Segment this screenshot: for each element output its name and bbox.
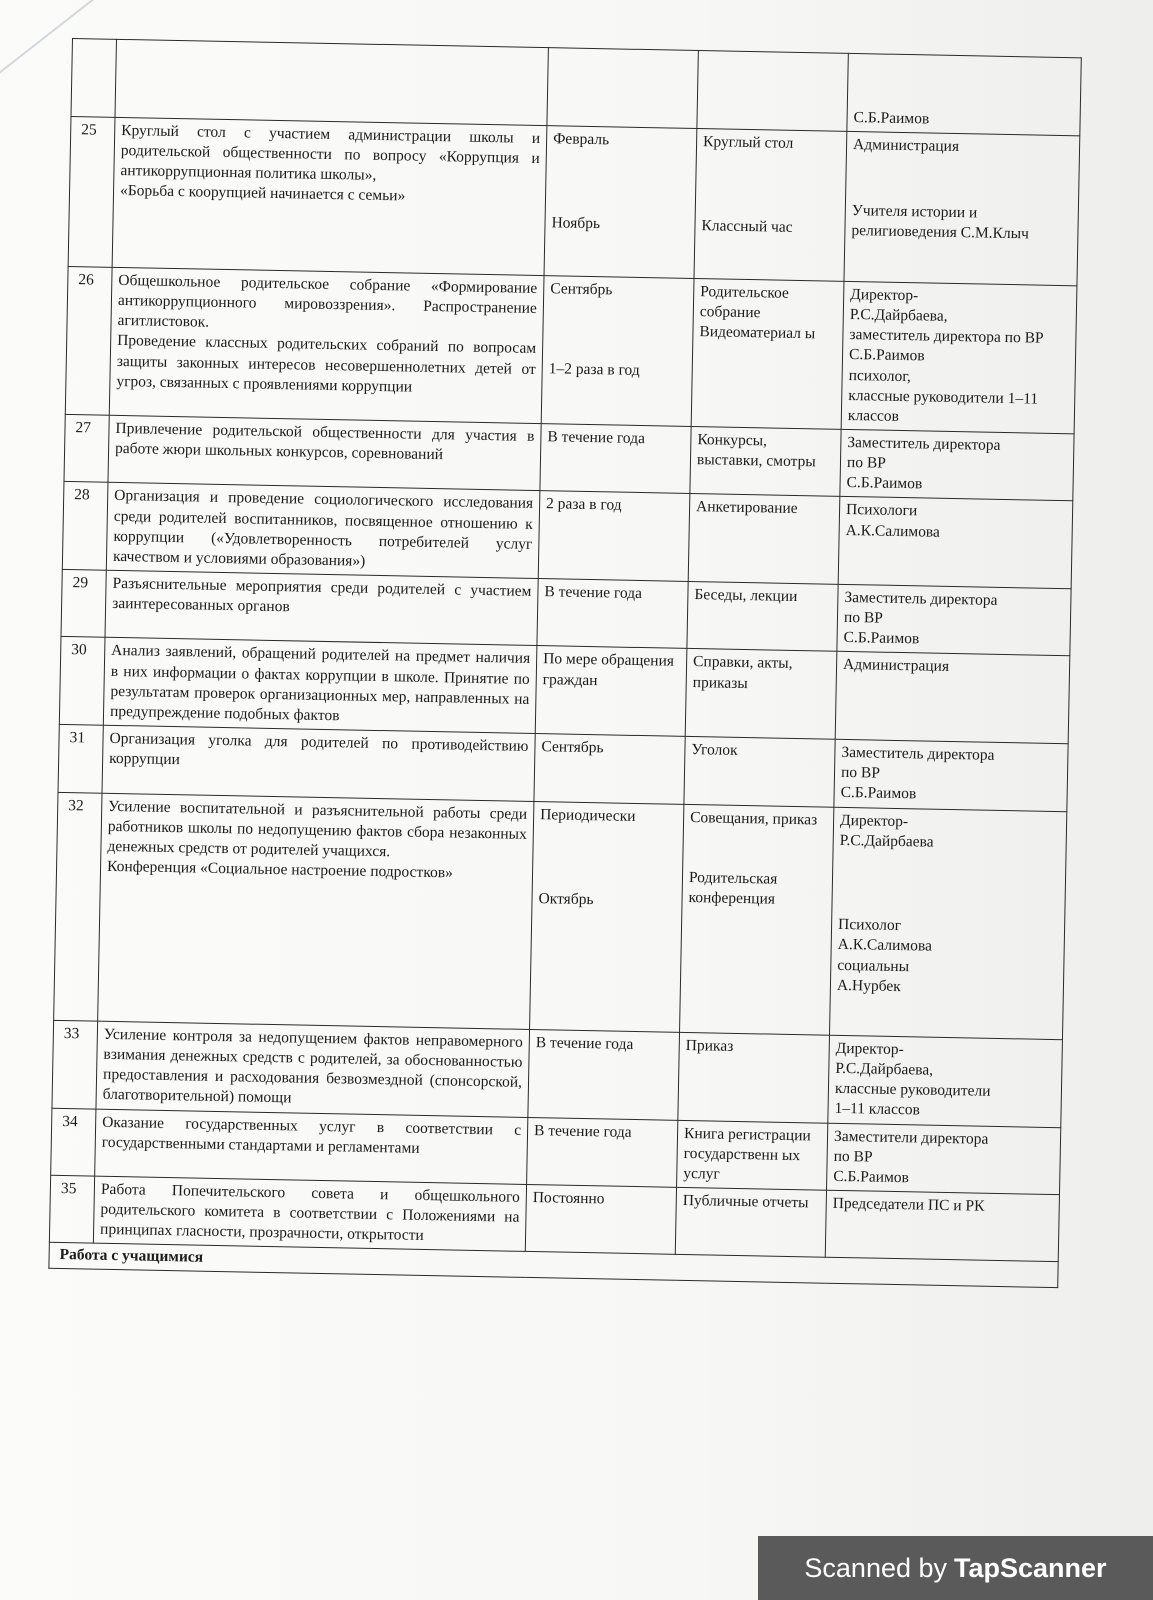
date-text: Февраль xyxy=(552,130,610,149)
date-cell: Сентябрь xyxy=(534,733,685,804)
activity-cell xyxy=(98,793,534,1029)
date-cell: В течение года xyxy=(527,1117,678,1187)
responsible-cell xyxy=(844,131,1080,285)
table-row xyxy=(65,266,1077,433)
activity-text-2: «Борьба с коорупцией начинается с семьи» xyxy=(119,182,406,205)
activity-cell: Оказание государственных услуг в соответствии с государственными стандартами и регламентами xyxy=(95,1109,528,1185)
date-cell: 2 раза в год xyxy=(538,491,690,581)
form-cell: Публичные отчеты xyxy=(675,1187,826,1257)
form-cell: Справки, акты, приказы xyxy=(685,649,837,739)
form-cell: Книга регистрации государственн ых услуг xyxy=(677,1120,828,1190)
date-cell xyxy=(541,276,694,427)
date-cell: Постоянно xyxy=(525,1184,676,1254)
activity-text-2: Конференция «Социальное настроение подростков» xyxy=(106,858,454,882)
activity-text: Круглый стол с участием администрации школы и родительской общественности по вопросу «Коррупция и антикоррупционная политика школы», xyxy=(120,121,541,185)
activity-cell: Привлечение родительской общественности для участия в работе жюри школьных конкурсов, соревнований xyxy=(108,415,541,491)
date-cell: В течение года xyxy=(537,579,688,649)
row-number: 31 xyxy=(58,724,103,793)
activity-cell: Организация и проведение социологического исследования среди родителей воспитанников, посвященное отношению к коррупции («Удовлетворенность потребителей услуг качеством и условиями образования») xyxy=(106,483,540,579)
responsible-text: Администрация xyxy=(852,136,960,156)
row-number: 34 xyxy=(51,1108,96,1176)
responsible-text-2: Учителя истории и религиоведения С.М.Клыч xyxy=(851,202,1030,243)
activity-text-2: Проведение классных родительских собраний по вопросам защиты законных интересов несовершеннолетних детей от угроз, связанных с проявлениями коррупции xyxy=(116,332,537,396)
activity-cell: Работа Попечительского совета и общешкольного родительского комитета в соответствии с Положениями на принципах гласности, прозрачности, открытости xyxy=(93,1176,526,1252)
activity-cell: Анализ заявлений, обращений родителей на предмет наличия в них информации о фактах коррупции в школе. Принятие по результатам проверок организационных мер, направленных на предупреждение подобных фактов xyxy=(103,638,537,734)
date-cell: В течение года xyxy=(540,424,691,494)
responsible-text-2: Психолог А.К.Салимова социальны А.Нурбек xyxy=(836,916,933,995)
responsible-text: Директор- Р.С.Дайрбаева xyxy=(839,811,934,851)
date-text: Сентябрь xyxy=(550,280,613,299)
activity-cell: Разъяснительные мероприятия среди родителей с участием заинтересованных органов xyxy=(105,570,538,646)
form-cell: Родительское собрание Видеоматериал ы xyxy=(691,278,844,429)
row-number: 28 xyxy=(62,482,108,570)
row-number: 33 xyxy=(52,1020,98,1108)
activity-text: Усиление воспитательной и разъяснительной работы среди работников школы по недопущению фактов сбора незаконных денежных средств от родителей учащихся. xyxy=(107,797,528,861)
row-number: 30 xyxy=(59,637,105,725)
date-text-2: Ноябрь xyxy=(551,214,601,233)
form-cell: Уголок xyxy=(684,736,835,807)
watermark-brand: TapScanner xyxy=(954,1552,1107,1583)
date-text-2: Октябрь xyxy=(538,890,594,909)
form-text-2: Родительская конференция xyxy=(688,869,778,908)
form-text-2: Классный час xyxy=(701,217,793,237)
responsible-cell: Администрация xyxy=(835,652,1070,744)
row-number: 32 xyxy=(54,792,102,1021)
row-number: 29 xyxy=(61,569,106,637)
table-row xyxy=(68,116,1080,285)
form-cell: Беседы, лекции xyxy=(687,581,838,651)
responsible-cell: Председатели ПС и РК xyxy=(825,1190,1059,1262)
date-cell: В течение года xyxy=(528,1029,680,1119)
activity-cell xyxy=(112,117,547,275)
form-cell xyxy=(680,804,834,1035)
form-cell: Конкурсы, выставки, смотры xyxy=(690,426,841,496)
scanner-watermark xyxy=(758,1536,1153,1600)
date-cell: По мере обращения граждан xyxy=(535,646,687,736)
date-text-2: 1–2 раза в год xyxy=(548,360,640,380)
watermark-prefix: Scanned by xyxy=(804,1552,948,1583)
date-text: Периодически xyxy=(540,806,636,825)
activity-text: Общешкольное родительское собрание «Формирование антикоррупционного мировоззрения». Распространение агитлистовок. xyxy=(117,271,538,331)
form-text: Совещания, приказ xyxy=(689,808,818,829)
row-number: 25 xyxy=(68,116,115,267)
responsible-cell: Заместитель директора по ВР С.Б.Раимов xyxy=(837,584,1071,656)
table-row xyxy=(54,792,1067,1039)
activity-cell: Организация уголка для родителей по противодействию коррупции xyxy=(102,725,535,801)
responsible-cell: С.Б.Раимов xyxy=(853,108,930,128)
responsible-cell: Директор- Р.С.Дайрбаева, заместитель директора по ВР С.Б.Раимов психолог, классные руководители 1–11 классов xyxy=(841,281,1077,433)
form-cell: Приказ xyxy=(678,1032,830,1122)
date-cell xyxy=(544,126,697,279)
responsible-cell: Директор- Р.С.Дайрбаева, классные руководители 1–11 классов xyxy=(828,1035,1063,1127)
activity-cell: Усиление контроля за недопущением фактов неправомерного взимания денежных средств с родителей, за обоснованностью предоставления и расходования безвозмездной (спонсорской, благотворительной) помощи xyxy=(96,1021,530,1117)
form-cell xyxy=(694,129,847,282)
row-number: 35 xyxy=(49,1175,94,1243)
responsible-cell xyxy=(829,807,1066,1039)
responsible-cell: Психологи А.К.Салимова xyxy=(838,497,1073,589)
section-heading: Работа с учащимися xyxy=(49,1243,1058,1288)
responsible-cell: Заместитель директора по ВР С.Б.Раимов xyxy=(834,739,1068,811)
date-cell xyxy=(530,801,684,1032)
form-cell: Анкетирование xyxy=(688,494,840,584)
form-text: Круглый стол xyxy=(702,133,794,152)
activity-cell xyxy=(109,267,544,423)
responsible-cell: Заместители директора по ВР С.Б.Раимов xyxy=(827,1123,1061,1195)
responsible-cell: Заместитель директора по ВР С.Б.Раимов xyxy=(840,429,1074,501)
row-number: 26 xyxy=(65,266,112,415)
anticorruption-plan-table xyxy=(48,38,1081,1288)
row-number: 27 xyxy=(64,414,109,482)
